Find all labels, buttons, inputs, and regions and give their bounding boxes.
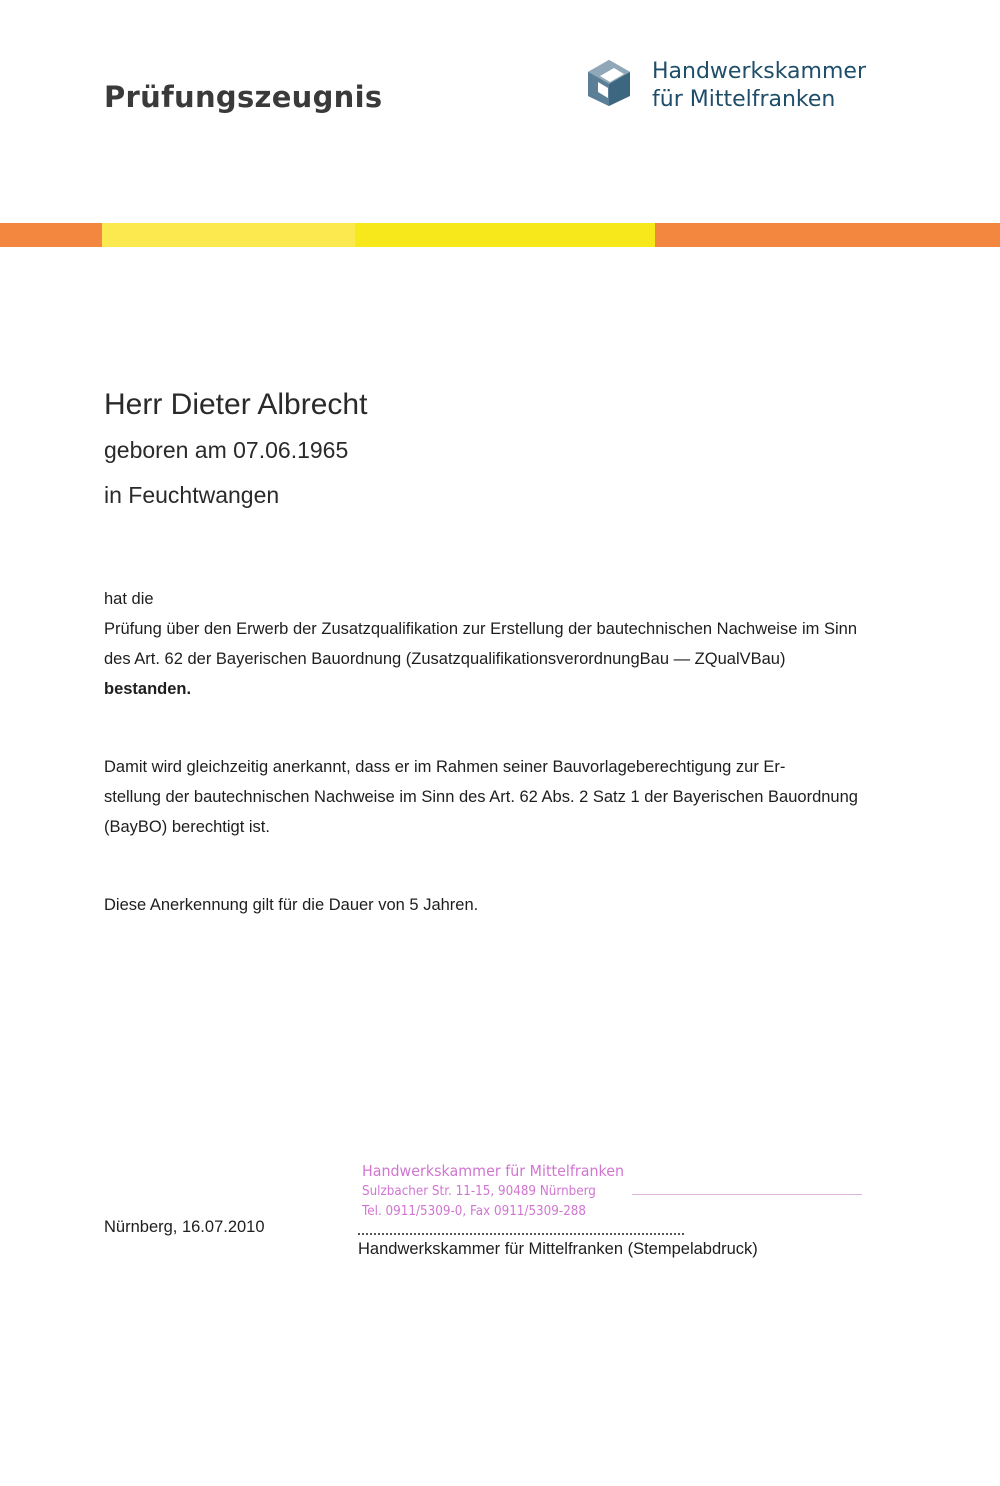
chamber-logo — [584, 58, 884, 118]
hwk-cube-logo-icon — [584, 58, 634, 108]
paragraph-line: Damit wird gleichzeitig anerkannt, dass er im Rahmen seiner Bauvorlageberechtigung zur Er- — [104, 758, 786, 776]
signature-line — [358, 1233, 684, 1235]
chamber-stamp — [352, 1158, 652, 1228]
paragraph-line: stellung der bautechnischen Nachweise im Sinn des Art. 62 Abs. 2 Satz 1 der Bayerischen Bauordnung — [104, 788, 858, 806]
stamp-line: Sulzbacher Str. 11-15, 90489 Nürnberg — [362, 1184, 596, 1199]
recipient-birth-date: geboren am 07.06.1965 — [104, 437, 349, 463]
chamber-name — [652, 58, 866, 114]
band-segment-orange-right — [655, 223, 1000, 247]
band-segment-light-yellow — [102, 223, 355, 247]
stamp-line: Tel. 0911/5309-0, Fax 0911/5309-288 — [362, 1204, 587, 1219]
paragraph-line: (BayBO) berechtigt ist. — [104, 818, 270, 836]
band-segment-yellow — [355, 223, 655, 247]
signature-caption: Handwerkskammer für Mittelfranken (Stempelabdruck) — [358, 1240, 758, 1258]
recipient-birth-place: in Feuchtwangen — [104, 482, 280, 508]
validity-text: Diese Anerkennung gilt für die Dauer von 5 Jahren. — [104, 896, 479, 914]
band-segment-orange-left — [0, 223, 102, 247]
paragraph-line: des Art. 62 der Bayerischen Bauordnung (ZusatzqualifikationsverordnungBau — ZQualVBau) — [104, 650, 786, 668]
result-passed: bestanden. — [104, 680, 192, 698]
document-title: Prüfungszeugnis — [104, 80, 383, 114]
chamber-name-line1: Handwerkskammer — [652, 59, 866, 84]
stamp-line: Handwerkskammer für Mittelfranken — [362, 1162, 625, 1180]
place-and-date: Nürnberg, 16.07.2010 — [104, 1218, 265, 1236]
recipient-name: Herr Dieter Albrecht — [104, 388, 368, 421]
decorative-color-band — [0, 223, 1000, 247]
paragraph-line: Prüfung über den Erwerb der Zusatzqualifikation zur Erstellung der bautechnischen Nachweise im Sinn — [104, 620, 857, 638]
stamp-smudge — [632, 1194, 862, 1195]
recognition-paragraph — [104, 752, 924, 842]
paragraph-line: hat die — [104, 590, 154, 608]
chamber-name-line2: für Mittelfranken — [652, 87, 836, 112]
recipient-block — [104, 388, 367, 524]
exam-passed-paragraph — [104, 584, 924, 704]
validity-paragraph — [104, 890, 924, 920]
